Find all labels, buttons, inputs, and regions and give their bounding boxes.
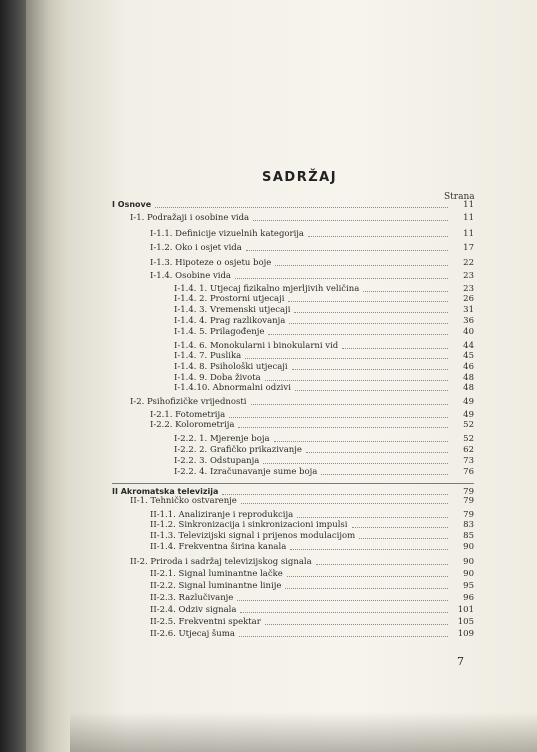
toc-entry-page: 48 — [463, 383, 474, 393]
toc-entry — [150, 593, 474, 603]
toc-entry — [150, 581, 474, 591]
toc-entry — [174, 327, 474, 337]
toc-entry-page: 11 — [463, 213, 474, 223]
toc-entry-label: II-2.3. Razlučivanje — [150, 593, 234, 603]
toc-entry-label: I-2.2. 4. Izračunavanje sume boja — [174, 467, 318, 477]
dot-leader — [246, 250, 448, 251]
toc-entry — [150, 617, 474, 627]
toc-entry — [150, 542, 474, 552]
toc-entry-page: 49 — [463, 397, 474, 407]
toc-entry-label: I-1.4. 2. Prostorni utjecaji — [174, 294, 285, 304]
toc-entry-page: 79 — [463, 487, 474, 497]
dot-leader — [274, 441, 448, 442]
dot-leader — [288, 301, 448, 302]
toc-entry-page: 52 — [463, 420, 474, 430]
toc-entry — [174, 351, 474, 361]
toc-entry — [174, 373, 474, 383]
toc-entry — [150, 243, 474, 253]
toc-entry-page: 17 — [463, 243, 474, 253]
toc-entry-label: I-2.2. 2. Grafičko prikazivanje — [174, 445, 302, 455]
dot-leader — [245, 358, 448, 359]
toc-entry — [130, 397, 474, 407]
dot-leader — [295, 390, 448, 391]
toc-entry-page: 85 — [463, 531, 474, 541]
page-column-header: Strana — [444, 192, 475, 202]
dot-leader — [316, 564, 448, 565]
toc-entry — [174, 434, 474, 444]
toc-entry — [174, 456, 474, 466]
toc-entry — [150, 520, 474, 530]
toc-entry-page: 11 — [463, 200, 474, 210]
toc-entry-page: 62 — [463, 445, 474, 455]
toc-entry-label: I-1.4. 3. Vremenski utjecaji — [174, 305, 291, 315]
toc-entry-label: I-1.4. 9. Doba života — [174, 373, 261, 383]
toc-entry-page: 83 — [463, 520, 474, 530]
dot-leader — [292, 369, 448, 370]
toc-entry-page: 101 — [457, 605, 474, 615]
toc-entry-label: I-1.4. 1. Utjecaj fizikalno mjerljivih veličina — [174, 284, 360, 294]
dot-leader — [265, 624, 448, 625]
toc-entry-label: II-1.4. Frekventna širina kanala — [150, 542, 287, 552]
toc-entry-page: 48 — [463, 373, 474, 383]
dot-leader — [238, 427, 448, 428]
dot-leader — [306, 452, 448, 453]
toc-entry — [150, 271, 474, 281]
dot-leader — [290, 549, 448, 550]
toc-entry-page: 105 — [457, 617, 474, 627]
toc-entry — [174, 305, 474, 315]
toc-entry — [112, 200, 474, 210]
dot-leader — [253, 220, 448, 221]
toc-entry-label: I-1.4. 5. Prilagođenje — [174, 327, 265, 337]
toc-entry-label: II-1. Tehničko ostvarenje — [130, 496, 237, 506]
dot-leader — [285, 588, 448, 589]
toc-entry-page: 23 — [463, 284, 474, 294]
dot-leader — [229, 417, 448, 418]
toc-entry-page: 90 — [463, 569, 474, 579]
toc-entry — [150, 531, 474, 541]
toc-entry-label: I-1.4. 8. Psihološki utjecaji — [174, 362, 288, 372]
toc-entry — [174, 294, 474, 304]
toc-entry-page: 76 — [463, 467, 474, 477]
toc-entry-page: 45 — [463, 351, 474, 361]
toc-entry-page: 79 — [463, 510, 474, 520]
toc-entry-page: 90 — [463, 542, 474, 552]
toc-entry-page: 90 — [463, 557, 474, 567]
toc-entry-page: 36 — [463, 316, 474, 326]
dot-leader — [308, 236, 448, 237]
toc-entry — [150, 258, 474, 268]
dot-leader — [240, 612, 448, 613]
dot-leader — [294, 312, 448, 313]
dot-leader — [268, 334, 448, 335]
toc-entry — [174, 445, 474, 455]
toc-entry — [174, 383, 474, 393]
section-divider — [112, 483, 474, 484]
toc-entry-page: 73 — [463, 456, 474, 466]
toc-entry-label: I-2.2. 1. Mjerenje boja — [174, 434, 270, 444]
page-number: 7 — [457, 655, 464, 668]
toc-entry-label: I-2.2. Kolorometrija — [150, 420, 235, 430]
toc-entry-page: 96 — [463, 593, 474, 603]
toc-entry — [174, 362, 474, 372]
dot-leader — [359, 538, 448, 539]
toc-entry-label: I-1.1. Definicije vizuelnih kategorija — [150, 229, 305, 239]
toc-entry-page: 46 — [463, 362, 474, 372]
dot-leader — [275, 265, 448, 266]
toc-entry-label: I Osnove — [112, 200, 152, 209]
dot-leader — [237, 600, 448, 601]
toc-entry-label: II-2.4. Odziv signala — [150, 605, 237, 615]
toc-entry-page: 31 — [463, 305, 474, 315]
toc-entry — [150, 629, 474, 639]
toc-entry-label: II-1.1. Analiziranje i reprodukcija — [150, 510, 294, 520]
toc-entry-page: 26 — [463, 294, 474, 304]
toc-entry-label: I-1.2. Oko i osjet vida — [150, 243, 242, 253]
toc-entry-label: I-1.4. 4. Prag razlikovanja — [174, 316, 286, 326]
toc-entry-label: I-1.3. Hipoteze o osjetu boje — [150, 258, 272, 268]
toc-entry — [150, 229, 474, 239]
dot-leader — [222, 494, 448, 495]
toc-entry — [130, 557, 474, 567]
dot-leader — [289, 323, 448, 324]
dot-leader — [241, 503, 448, 504]
toc-entry-label: II-1.3. Televizijski signal i prijenos modulacijom — [150, 531, 356, 541]
dot-leader — [287, 576, 448, 577]
toc-entry-label: I-1.4. 7. Puslika — [174, 351, 242, 361]
toc-entry-page: 44 — [463, 341, 474, 351]
toc-entry — [150, 510, 474, 520]
toc-entry-label: I-2.1. Fotometrija — [150, 410, 226, 420]
dot-leader — [352, 527, 448, 528]
toc-entry-label: II Akromatska televizija — [112, 487, 219, 496]
dot-leader — [321, 474, 448, 475]
toc-entry-label: II-2.2. Signal luminantne linije — [150, 581, 282, 591]
dot-leader — [342, 348, 448, 349]
dot-leader — [363, 291, 448, 292]
toc-entry-page: 23 — [463, 271, 474, 281]
toc-entry-page: 52 — [463, 434, 474, 444]
toc-entry-page: 22 — [463, 258, 474, 268]
toc-entry — [150, 605, 474, 615]
toc-entry-label: I-1.4. 6. Monokularni i binokularni vid — [174, 341, 339, 351]
toc-entry-label: I-1. Podražaji i osobine vida — [130, 213, 250, 223]
toc-entry — [130, 213, 474, 223]
toc-entry-page: 40 — [463, 327, 474, 337]
dot-leader — [251, 404, 449, 405]
toc-entry-page: 11 — [463, 229, 474, 239]
toc-entry-label: I-2.2. 3. Odstupanja — [174, 456, 260, 466]
toc-entry-label: II-2.1. Signal luminantne lačke — [150, 569, 283, 579]
toc-entry — [174, 467, 474, 477]
page-title: SADRŽAJ — [262, 170, 338, 185]
dot-leader — [263, 463, 448, 464]
toc-entry-page: 79 — [463, 496, 474, 506]
toc-entry-label: II-2. Priroda i sadržaj televizijskog signala — [130, 557, 312, 567]
toc-entry-label: I-1.4. Osobine vida — [150, 271, 231, 281]
toc-entry — [150, 569, 474, 579]
dot-leader — [155, 207, 448, 208]
toc-entry — [130, 496, 474, 506]
toc-entry-page: 109 — [457, 629, 474, 639]
toc-entry — [150, 410, 474, 420]
toc-entry-label: II-1.2. Sinkronizacija i sinkronizacioni impulsi — [150, 520, 348, 530]
toc-entry-label: II-2.6. Utjecaj šuma — [150, 629, 235, 639]
toc-entry-page: 95 — [463, 581, 474, 591]
toc-entry — [174, 316, 474, 326]
toc-entry — [174, 341, 474, 351]
dot-leader — [239, 636, 448, 637]
toc-entry-page: 49 — [463, 410, 474, 420]
dot-leader — [235, 278, 448, 279]
toc-entry-label: I-1.4.10. Abnormalni odzivi — [174, 383, 291, 393]
toc-entry-label: I-2. Psihofizičke vrijednosti — [130, 397, 247, 407]
toc-entry — [150, 420, 474, 430]
toc-entry — [174, 284, 474, 294]
toc-entry-label: II-2.5. Frekventni spektar — [150, 617, 261, 627]
dot-leader — [297, 517, 448, 518]
dot-leader — [265, 380, 448, 381]
